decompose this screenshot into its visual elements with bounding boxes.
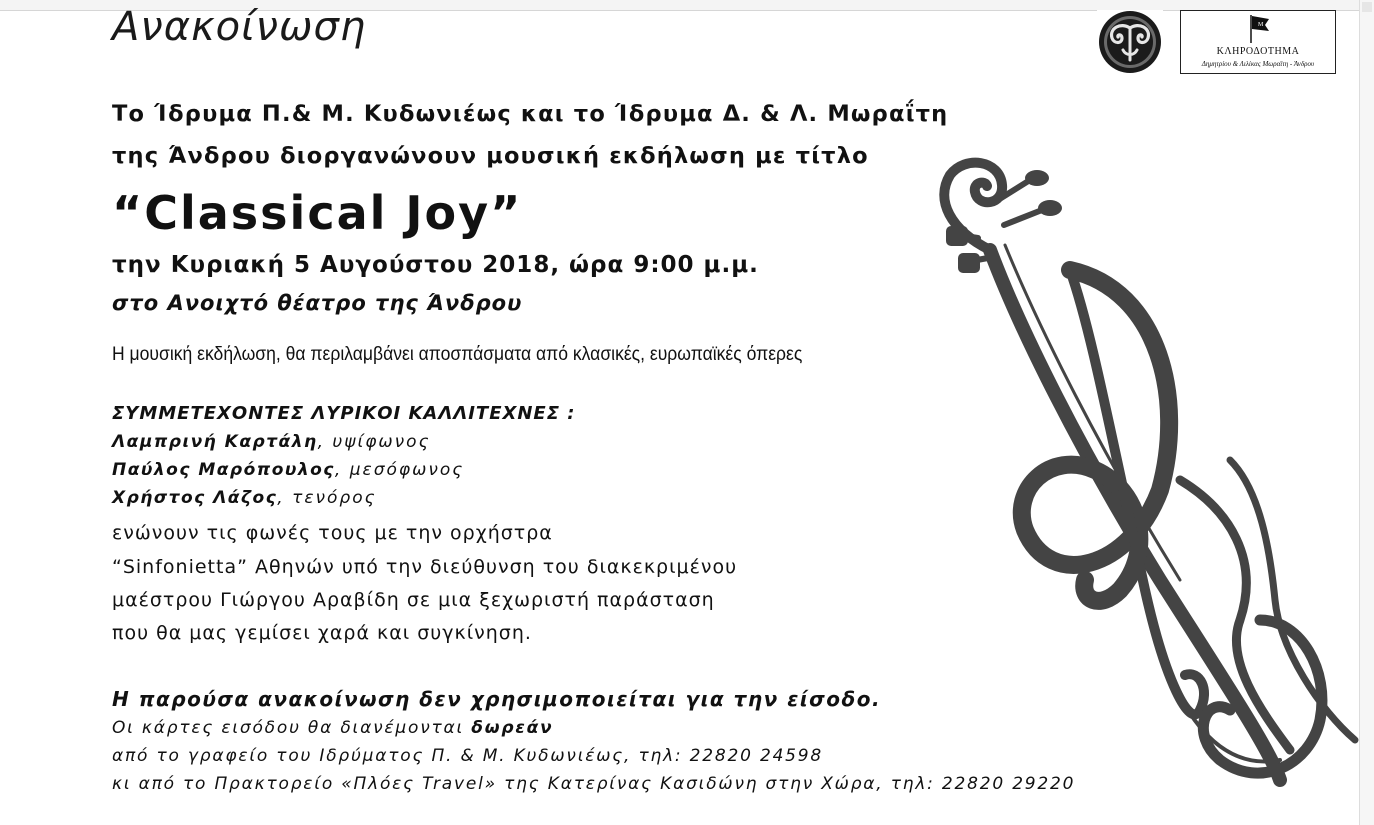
artist-entry	[112, 488, 377, 508]
flag-icon	[1181, 11, 1335, 45]
event-venue: στο Ανοιχτό θέατρο της Άνδρου	[112, 291, 523, 315]
ticket-free-text: δωρεάν	[471, 718, 554, 738]
artist-role: , υψίφωνος	[317, 432, 431, 452]
ticket-info-text: Οι κάρτες εισόδου θα διανέμονται	[112, 718, 472, 738]
ticket-info-line	[112, 718, 553, 738]
artist-name: Λαμπρινή Καρτάλη	[112, 432, 318, 452]
artist-role: , μεσόφωνος	[334, 460, 465, 480]
scrollbar-corner	[1362, 2, 1372, 12]
intro-line-2: της Άνδρου διοργανώνουν μουσική εκδήλωση με τίτλο	[112, 143, 869, 169]
artist-name: Παύλος Μαρόπουλος	[112, 460, 335, 480]
event-title: “Classical Joy”	[112, 186, 523, 240]
logo-title: ΚΛΗΡΟΔΟΤΗΜΑ	[1216, 46, 1300, 57]
artist-entry	[112, 460, 464, 480]
artist-name: Χρήστος Λάζος	[112, 488, 278, 508]
violin-clef-illustration-icon	[930, 150, 1370, 810]
orchestra-line: ενώνουν τις φωνές τους με την ορχήστρα	[112, 522, 553, 544]
ticket-info-line: από το γραφείο του Ιδρύματος Π. & Μ. Κυδωνιέως, τηλ: 22820 24598	[112, 746, 824, 766]
logo-subtitle: Δημητρίου & Λιλίκας Μωραΐτη - Άνδρου	[1201, 60, 1315, 68]
foundation-logo-icon	[1097, 10, 1163, 74]
event-date: την Κυριακή 5 Αυγούστου 2018, ώρα 9:00 μ.μ.	[112, 252, 759, 278]
program-description: Η μουσική εκδήλωση, θα περιλαμβάνει αποσπάσματα από κλασικές, ευρωπαϊκές όπερες	[112, 343, 803, 365]
artists-heading: ΣΥΜΜΕΤΕΧΟΝΤΕΣ ΛΥΡΙΚΟΙ ΚΑΛΛΙΤΕΧΝΕΣ :	[112, 403, 576, 424]
orchestra-line: μαέστρου Γιώργου Αραβίδη σε μια ξεχωριστή παράσταση	[112, 589, 715, 611]
ticket-info-line: κι από το Πρακτορείο «Πλόες Travel» της Κατερίνας Κασιδώνη στην Χώρα, τηλ: 22820 29220	[112, 774, 1076, 794]
intro-line-1: Το Ίδρυμα Π.& Μ. Κυδωνιέως και το Ίδρυμα Δ. & Λ. Μωραΐτη	[112, 101, 949, 127]
orchestra-line: που θα μας γεμίσει χαρά και συγκίνηση.	[112, 622, 532, 644]
kliodotima-logo	[1180, 10, 1336, 74]
artist-entry	[112, 432, 431, 452]
flag-letter: M	[1258, 22, 1264, 28]
page-heading: Ανακοίνωση	[112, 4, 367, 50]
orchestra-line: “Sinfonietta” Αθηνών υπό την διεύθυνση του διακεκριμένου	[112, 556, 738, 578]
artist-role: , τενόρος	[277, 488, 377, 508]
entry-notice: Η παρούσα ανακοίνωση δεν χρησιμοποιείται για την είσοδο.	[112, 687, 882, 711]
